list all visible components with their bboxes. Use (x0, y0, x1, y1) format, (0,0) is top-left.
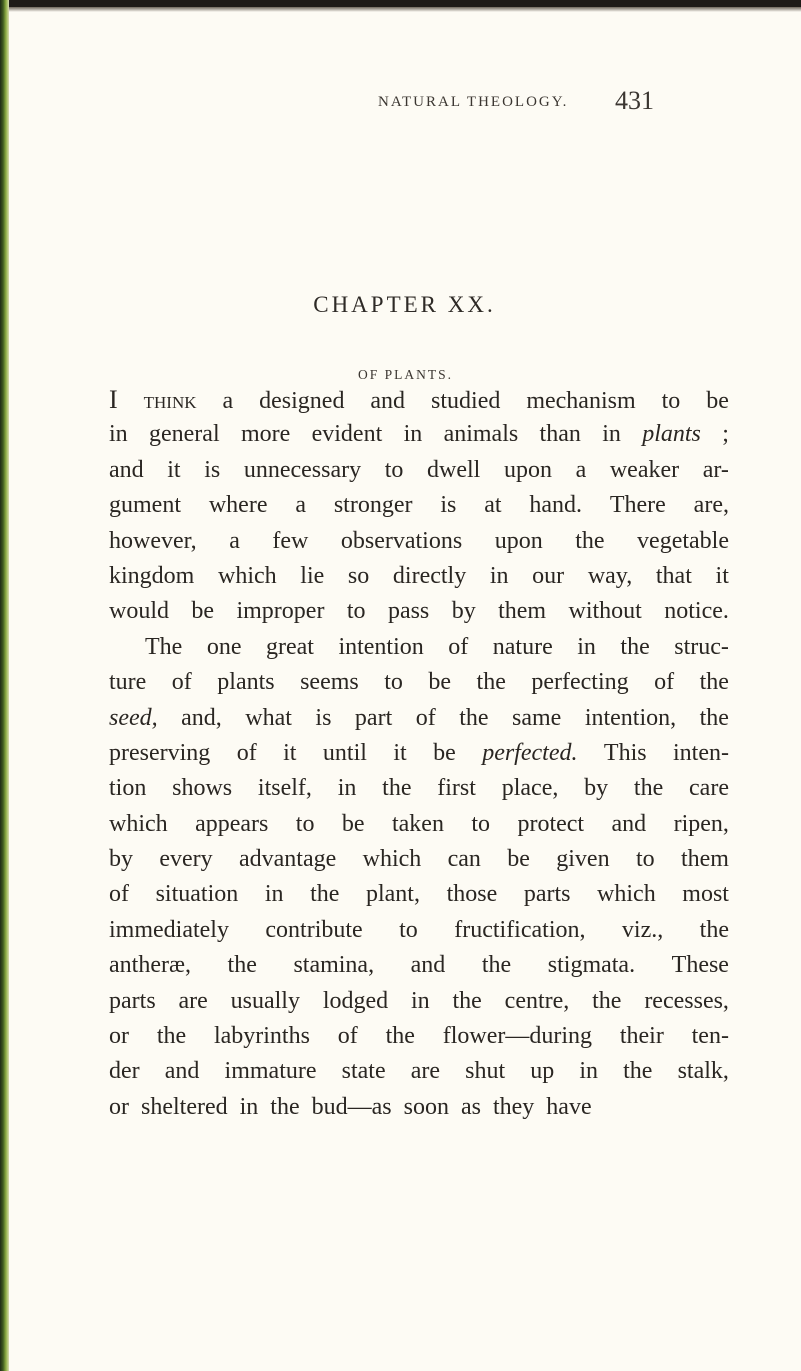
text-word: parts (109, 987, 156, 1014)
text-word: fructification, (454, 916, 586, 943)
text-word: the (623, 1058, 653, 1085)
text-word: part (354, 704, 393, 731)
text-word: our (532, 562, 565, 589)
text-word: the (699, 704, 729, 731)
text-word: immature (224, 1058, 317, 1085)
text-word: antheræ, (109, 952, 191, 979)
text-word: or (109, 1093, 129, 1120)
text-line (109, 453, 729, 488)
text-word: in (109, 421, 128, 448)
text-word: parts (523, 881, 571, 908)
text-word: the (270, 1093, 300, 1120)
text-word: perfecting (531, 669, 629, 696)
text-word: so (347, 562, 370, 589)
text-word: the (699, 916, 729, 943)
text-line (109, 877, 729, 912)
text-word: a (229, 527, 240, 554)
text-word: more (240, 421, 291, 448)
text-word: the (156, 1023, 187, 1050)
text-word: designed (259, 388, 345, 414)
text-word: kingdom (109, 562, 195, 589)
chapter-subtitle: OF PLANTS. (357, 367, 453, 382)
text-word: hand. (529, 492, 583, 519)
text-word: flower—during (442, 1023, 593, 1050)
text-word: the (575, 527, 605, 554)
text-line (109, 984, 729, 1019)
text-line (109, 736, 729, 771)
text-word: improper (236, 598, 325, 625)
text-word: same (512, 704, 562, 731)
text-word: of (236, 739, 257, 766)
text-word: of (448, 633, 469, 660)
text-word: evident (311, 421, 383, 448)
text-word: taken (391, 810, 444, 837)
text-word: animals (443, 421, 519, 448)
text-word: ture (109, 669, 147, 696)
text-word: first (437, 775, 476, 802)
text-word: to (471, 810, 491, 837)
text-word: immediately (109, 916, 229, 943)
text-word: stigmata. (547, 952, 636, 979)
text-word: ar- (702, 456, 729, 483)
text-word: given (556, 846, 610, 873)
text-word: mechanism (526, 388, 636, 414)
text-word: one (206, 633, 242, 660)
text-word: of (109, 881, 129, 908)
text-word: general (149, 421, 220, 448)
text-word: itself, (257, 775, 312, 802)
text-word: I (109, 385, 118, 414)
text-word: it (393, 739, 407, 766)
text-word: seems (300, 669, 359, 696)
text-word: directly (392, 562, 467, 589)
text-word: stronger (333, 492, 413, 519)
text-word: be (706, 388, 729, 414)
text-word: by (109, 846, 133, 873)
text-line (109, 771, 729, 806)
text-word: a (295, 492, 306, 519)
text-line (109, 948, 729, 983)
text-word: in (264, 881, 284, 908)
text-word: in (489, 562, 509, 589)
text-word: the (481, 952, 512, 979)
text-word: the (620, 633, 650, 660)
text-line (109, 1019, 729, 1054)
text-line (109, 630, 729, 665)
text-word: gument (109, 492, 181, 519)
text-word: place, (501, 775, 559, 802)
text-word: than (539, 421, 581, 448)
text-word: have (546, 1093, 592, 1120)
text-word: is (204, 456, 221, 483)
text-word: without (568, 598, 642, 625)
text-word: and (109, 456, 144, 483)
text-word: to (295, 810, 315, 837)
text-word: they (492, 1093, 535, 1120)
text-word: by (584, 775, 609, 802)
text-word: in (410, 987, 430, 1014)
text-word: centre, (504, 987, 570, 1014)
text-word: the (227, 952, 257, 979)
text-word: them (498, 598, 547, 625)
text-word: der (109, 1058, 140, 1085)
text-word: the (382, 775, 412, 802)
text-word: recesses, (644, 987, 729, 1014)
text-word: a (575, 456, 587, 483)
text-word: labyrinths (213, 1023, 310, 1050)
text-word: the (310, 881, 340, 908)
text-line (109, 1054, 729, 1089)
text-word: which (109, 810, 168, 837)
text-line (109, 842, 729, 877)
text-word: way, (587, 562, 633, 589)
text-word: the (592, 987, 622, 1014)
text-word: ripen, (673, 810, 729, 837)
text-word: until (322, 739, 367, 766)
text-word: great (265, 633, 314, 660)
text-word: be (507, 846, 530, 873)
text-word: to (346, 598, 366, 625)
text-word: sheltered (141, 1093, 228, 1120)
text-word: plant, (365, 881, 420, 908)
text-word: stalk, (677, 1058, 729, 1085)
text-word: state (341, 1058, 386, 1085)
text-word: the (633, 775, 664, 802)
chapter-title: CHAPTER XX. (313, 292, 496, 317)
text-word: are (178, 987, 208, 1014)
text-word: to (635, 846, 655, 873)
text-word: or (109, 1023, 129, 1050)
text-word: their (619, 1023, 664, 1050)
body-text (109, 382, 729, 1125)
text-word: and (164, 1058, 200, 1085)
text-word: The (145, 633, 183, 660)
text-word: and (370, 388, 406, 414)
text-word: lodged (322, 987, 389, 1014)
text-word: what (245, 704, 292, 731)
text-word: intention, (584, 704, 677, 731)
text-word: as (460, 1093, 481, 1120)
page-top-shadow (0, 7, 801, 12)
text-word: in (403, 421, 423, 448)
text-word: which (597, 881, 656, 908)
text-line (109, 382, 729, 417)
text-word: usually (230, 987, 300, 1014)
text-line (109, 913, 729, 948)
text-word: nature (492, 633, 553, 660)
text-word: ten- (691, 1023, 729, 1050)
text-word: intention (338, 633, 424, 660)
text-word: would (109, 598, 169, 625)
text-word: upon (503, 456, 552, 483)
text-word: the (459, 704, 489, 731)
text-word: pass (387, 598, 430, 625)
text-word: and (410, 952, 446, 979)
text-word: be (341, 810, 365, 837)
text-word: These (671, 952, 729, 979)
text-word: every (159, 846, 213, 873)
text-word: that (655, 562, 692, 589)
text-word: is (440, 492, 457, 519)
text-word: which (217, 562, 277, 589)
text-word: in (602, 421, 621, 448)
text-word: This (603, 739, 647, 766)
text-word: struc- (674, 633, 729, 660)
text-word: the (452, 987, 482, 1014)
text-word: however, (109, 527, 197, 554)
text-word: are (410, 1058, 440, 1085)
text-word: the (385, 1023, 415, 1050)
text-word: which (362, 846, 422, 873)
text-word: vegetable (637, 527, 729, 554)
text-word: to (661, 388, 681, 414)
text-word: be (433, 739, 456, 766)
text-line (109, 594, 729, 629)
text-word: viz., (621, 916, 664, 943)
text-word: lie (300, 562, 325, 589)
text-word: inten- (673, 739, 729, 766)
text-word: a (222, 388, 234, 414)
text-word: to (384, 669, 403, 696)
text-word: it (715, 562, 729, 589)
text-word: in (337, 775, 357, 802)
text-word: protect (517, 810, 585, 837)
running-head (0, 86, 801, 118)
text-word: it (283, 739, 297, 766)
text-word: most (682, 881, 729, 908)
book-spine-edge (0, 0, 9, 1371)
text-word: shut (465, 1058, 506, 1085)
text-word: perfected. (482, 739, 578, 766)
text-word: notice. (664, 598, 729, 625)
text-word: the (699, 669, 729, 696)
text-line (109, 807, 729, 842)
text-word: observations (340, 527, 463, 554)
text-word: advantage (238, 846, 337, 873)
text-word: plants (642, 421, 701, 448)
text-word: ; (722, 421, 729, 448)
running-title: NATURAL THEOLOGY. (378, 94, 569, 110)
text-word: care (689, 775, 729, 802)
text-word: upon (494, 527, 543, 554)
text-word: and (611, 810, 647, 837)
text-line (109, 524, 729, 559)
text-word: to (384, 456, 404, 483)
text-word: tion (109, 775, 147, 802)
text-word: studied (431, 388, 501, 414)
text-word: in (577, 633, 596, 660)
text-word: unnecessary (243, 456, 362, 483)
text-word: and, (181, 704, 222, 731)
text-line (109, 417, 729, 452)
text-word: soon (403, 1093, 449, 1120)
text-word: those (446, 881, 498, 908)
text-line (109, 701, 729, 736)
text-line (109, 1090, 729, 1125)
text-word: in (239, 1093, 259, 1120)
text-word: preserving (109, 739, 211, 766)
text-word: is (315, 704, 332, 731)
text-word: are, (693, 492, 729, 519)
text-word: of (337, 1023, 358, 1050)
text-word: think (143, 388, 197, 414)
text-word: up (530, 1058, 555, 1085)
text-word: bud—as (311, 1093, 392, 1120)
text-word: few (272, 527, 309, 554)
text-word: contribute (265, 916, 363, 943)
text-word: can (447, 846, 481, 873)
text-word: of (415, 704, 436, 731)
text-word: where (208, 492, 268, 519)
text-word: shows (172, 775, 233, 802)
text-word: weaker (609, 456, 680, 483)
text-word: dwell (427, 456, 481, 483)
text-word: seed, (109, 704, 158, 731)
text-line (109, 665, 729, 700)
text-line (109, 488, 729, 523)
text-word: There (609, 492, 666, 519)
text-word: appears (195, 810, 269, 837)
text-word: of (654, 669, 675, 696)
text-word: stamina, (293, 952, 375, 979)
text-word: by (451, 598, 476, 625)
text-word: be (191, 598, 215, 625)
text-word: be (428, 669, 452, 696)
text-line (109, 559, 729, 594)
page-top-edge (0, 0, 801, 7)
text-word: of (171, 669, 192, 696)
text-word: plants (217, 669, 275, 696)
text-word: in (579, 1058, 599, 1085)
text-word: situation (155, 881, 239, 908)
text-word: to (399, 916, 418, 943)
page-number: 431 (615, 86, 654, 115)
text-word: it (167, 456, 181, 483)
text-word: the (476, 669, 506, 696)
text-word: them (680, 846, 729, 873)
text-word: at (484, 492, 502, 519)
